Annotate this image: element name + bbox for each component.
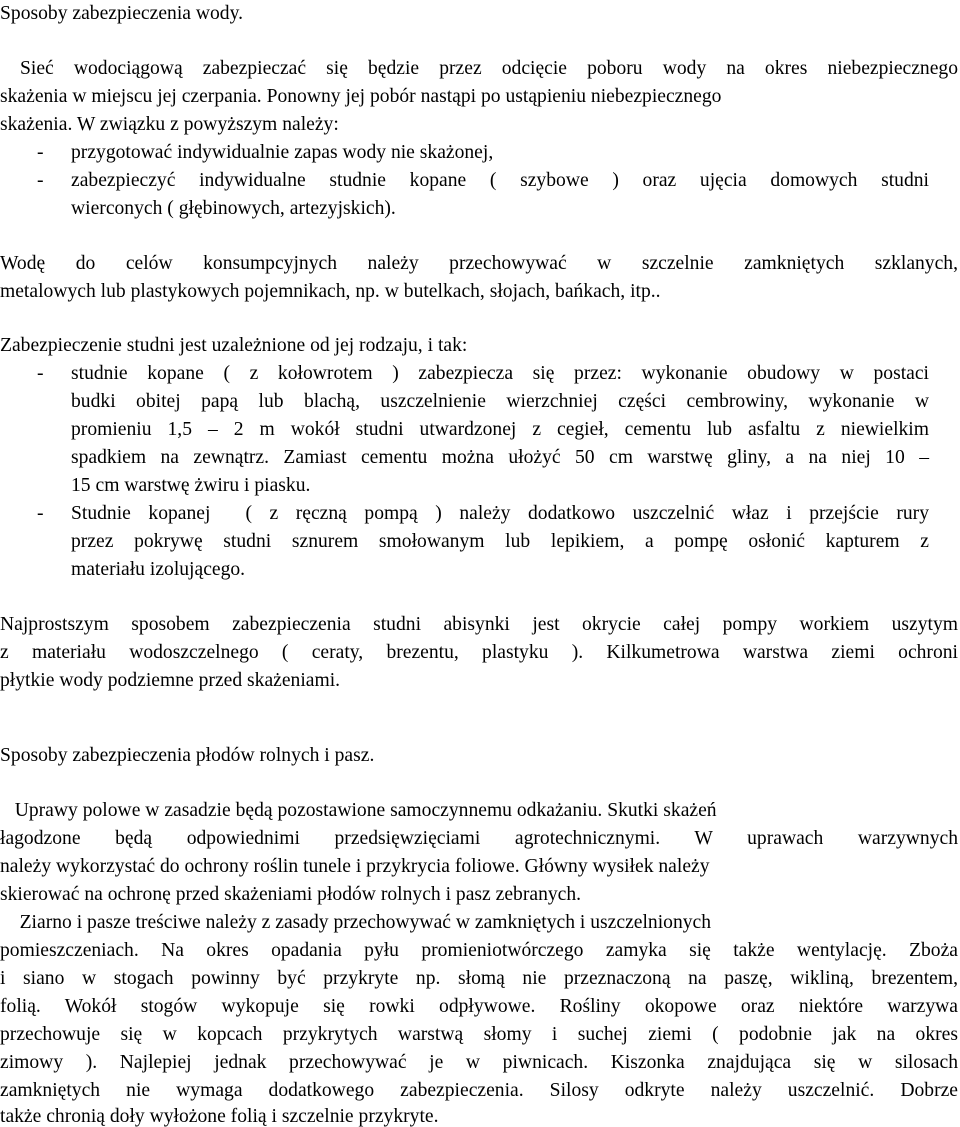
crops-line-1: Uprawy polowe w zasadzie będą pozostawione samoczynnemu odkażaniu. Skutki skażeń bbox=[0, 800, 717, 821]
abyssinian-line-1: Najprostszym sposobem zabezpieczenia studni abisynki jest okrycie całej pompy workiem uszytym bbox=[0, 614, 958, 635]
bullet-marker: - bbox=[37, 363, 44, 384]
grain-line-8: także chronią doły wyłożone folią i szczelnie przykryte. bbox=[0, 1106, 439, 1127]
grain-line-2: pomieszczeniach. Na okres opadania pyłu promieniotwórczego zamyka się także wentylację. Zboża bbox=[0, 940, 958, 961]
dug-well-line-1: studnie kopane ( z kołowrotem ) zabezpiecza się przez: wykonanie obudowy w postaci bbox=[71, 363, 929, 384]
pump-well-line-1: Studnie kopanej ( z ręczną pompą ) należy dodatkowo uszczelnić właz i przejście rury bbox=[71, 503, 929, 524]
storage-line-2: metalowych lub plastykowych pojemnikach, np. w butelkach, słojach, bańkach, itp.. bbox=[0, 281, 661, 302]
intro-line-2: skażenia w miejscu jej czerpania. Ponowny jej pobór nastąpi po ustąpieniu niebezpiecznego bbox=[0, 86, 722, 107]
intro-line-3: skażenia. W związku z powyższym należy: bbox=[0, 114, 339, 135]
grain-line-6: zimowy ). Najlepiej jednak przechowywać je w piwnicach. Kiszonka znajdująca się w silosach bbox=[0, 1052, 958, 1073]
grain-line-4: folią. Wokół stogów wykopuje się rowki odpływowe. Rośliny okopowe oraz niektóre warzywa bbox=[0, 996, 958, 1017]
dug-well-line-2: budki obitej papą lub blachą, uszczelnienie wierzchniej części cembrowiny, wykonanie w bbox=[71, 391, 929, 412]
pump-well-line-3: materiału izolującego. bbox=[71, 559, 246, 580]
bullet-marker: - bbox=[37, 170, 44, 191]
bullet-marker: - bbox=[37, 142, 44, 163]
bullet-water-supply: przygotować indywidualnie zapas wody nie skażonej, bbox=[71, 142, 494, 163]
wells-intro: Zabezpieczenie studni jest uzależnione od jej rodzaju, i tak: bbox=[0, 335, 468, 356]
crops-line-3: należy wykorzystać do ochrony roślin tunele i przykrycia foliowe. Główny wysiłek należy bbox=[0, 856, 710, 877]
grain-line-3: i siano w stogach powinny być przykryte np. słomą nie przeznaczoną na paszę, wikliną, brezentem, bbox=[0, 968, 958, 989]
dug-well-line-5: 15 cm warstwę żwiru i piasku. bbox=[71, 475, 311, 496]
crops-line-4: skierować na ochronę przed skażeniami płodów rolnych i pasz zebranych. bbox=[0, 884, 582, 905]
dug-well-line-4: spadkiem na zewnątrz. Zamiast cementu można ułożyć 50 cm warstwę gliny, a na niej 10 – bbox=[71, 447, 929, 468]
grain-line-7: zamkniętych nie wymaga dodatkowego zabezpieczenia. Silosy odkryte należy uszczelnić. Dobrze bbox=[0, 1080, 958, 1101]
section-title-crops: Sposoby zabezpieczenia płodów rolnych i pasz. bbox=[0, 745, 375, 766]
grain-line-5: przechowuje się w kopcach przykrytych warstwą słomy i suchej ziemi ( podobnie jak na okres bbox=[0, 1024, 958, 1045]
bullet-wells-line-2: wierconych ( głębinowych, artezyjskich). bbox=[71, 198, 396, 219]
bullet-marker: - bbox=[37, 503, 44, 524]
dug-well-line-3: promieniu 1,5 – 2 m wokół studni utwardzonej z cegieł, cementu lub asfaltu z niewielkim bbox=[71, 419, 929, 440]
storage-line-1: Wodę do celów konsumpcyjnych należy przechowywać w szczelnie zamkniętych szklanych, bbox=[0, 253, 958, 274]
abyssinian-line-2: z materiału wodoszczelnego ( ceraty, brezentu, plastyku ). Kilkumetrowa warstwa ziemi ochroni bbox=[0, 642, 958, 663]
section-title-water: Sposoby zabezpieczenia wody. bbox=[0, 3, 244, 24]
intro-line-1: Sieć wodociągową zabezpieczać się będzie przez odcięcie poboru wody na okres niebezpiecznego bbox=[20, 58, 958, 79]
crops-line-2: łagodzone będą odpowiednimi przedsięwzięciami agrotechnicznymi. W uprawach warzywnych bbox=[0, 828, 958, 849]
pump-well-line-2: przez pokrywę studni sznurem smołowanym lub lepikiem, a pompę osłonić kapturem z bbox=[71, 531, 929, 552]
grain-line-1: Ziarno i pasze treściwe należy z zasady przechowywać w zamkniętych i uszczelnionych bbox=[0, 912, 712, 933]
bullet-wells-line-1: zabezpieczyć indywidualne studnie kopane ( szybowe ) oraz ujęcia domowych studni bbox=[71, 170, 929, 191]
abyssinian-line-3: płytkie wody podziemne przed skażeniami. bbox=[0, 670, 341, 691]
